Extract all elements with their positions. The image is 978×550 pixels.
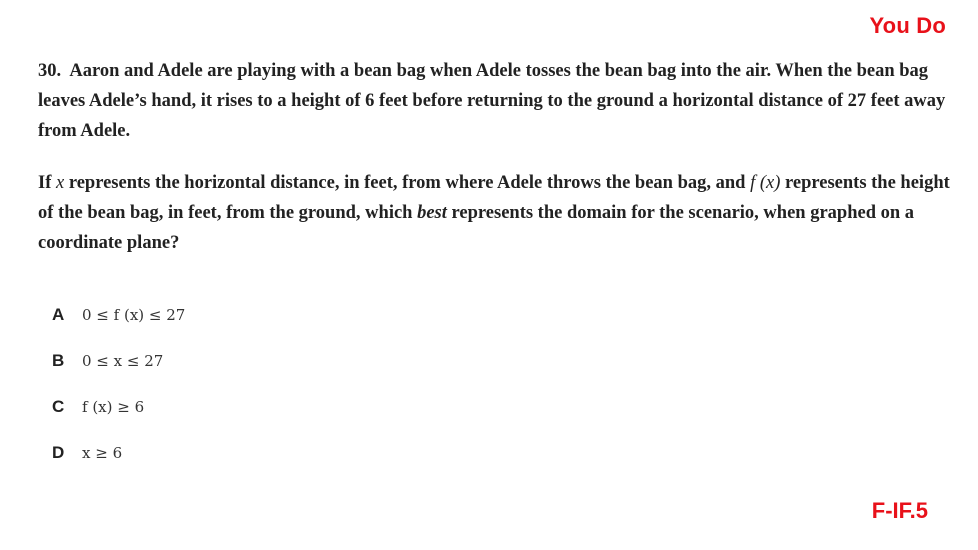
choice-d-expression: x ≥ 6: [82, 444, 123, 462]
choice-b[interactable]: [52, 338, 185, 384]
choice-b-expression: 0 ≤ x ≤ 27: [82, 352, 164, 370]
standard-code: F-IF.5: [871, 498, 928, 523]
question-text-2b: represents the horizontal distance, in feet, from where Adele throws the bean bag, and: [68, 173, 746, 193]
question-text-1: Aaron and Adele are playing with a bean bag when Adele tosses the bean bag into the air. When the bean bag leaves Adele’s hand, it rises to a height of 6 feet before returning to the ground a horizontal distance of 27 feet away from Adele.: [38, 61, 946, 141]
emphasis-best: best: [417, 203, 447, 223]
question-number: 30.: [38, 61, 62, 81]
question-text-2d: represents the domain for the scenario, when graphed on a coordinate plane?: [38, 203, 915, 253]
question-paragraph-2: [38, 168, 950, 258]
choice-a-expression: 0 ≤ f (x) ≤ 27: [82, 306, 186, 324]
choice-a-letter: A: [52, 305, 65, 324]
choice-b-letter: B: [52, 351, 65, 370]
you-do-label: You Do: [869, 13, 946, 38]
variable-x: x: [56, 173, 65, 193]
question-text-2a: If: [38, 173, 52, 193]
choice-c[interactable]: [52, 384, 185, 430]
choice-c-letter: C: [52, 397, 65, 416]
question-text-2c: represents the height of the bean bag, in feet, from the ground, which: [38, 173, 950, 223]
question-paragraph-1: [38, 56, 950, 146]
answer-choices: [52, 292, 185, 476]
choice-c-expression: f (x) ≥ 6: [82, 398, 145, 416]
choice-d-letter: D: [52, 443, 65, 462]
choice-a[interactable]: [52, 292, 185, 338]
choice-d[interactable]: [52, 430, 185, 476]
variable-fx: f (x): [750, 173, 781, 193]
